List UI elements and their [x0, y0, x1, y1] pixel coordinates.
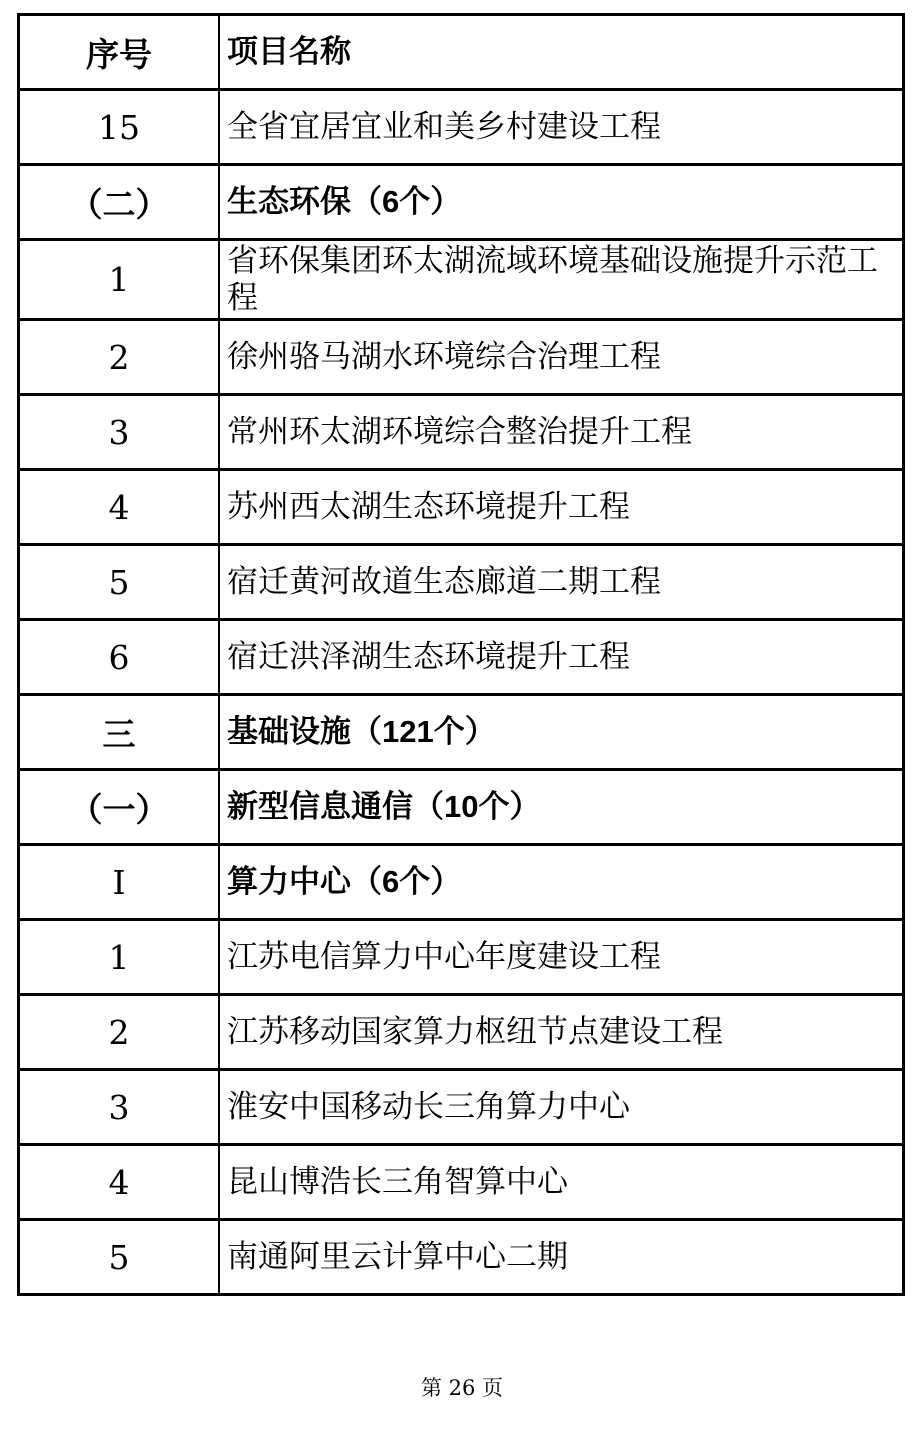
serial-number-cell: 5 [19, 1220, 220, 1295]
table-row [19, 845, 904, 920]
serial-number-cell: 1 [19, 240, 220, 320]
serial-number-cell: 15 [19, 90, 220, 165]
project-name-cell: 淮安中国移动长三角算力中心 [219, 1070, 904, 1145]
project-name-cell: 算力中心（6个） [219, 845, 904, 920]
table-row [19, 470, 904, 545]
serial-number-cell: I [19, 845, 220, 920]
table-row [19, 90, 904, 165]
project-name-cell: 省环保集团环太湖流域环境基础设施提升示范工程 [219, 240, 904, 320]
project-name-cell: 宿迁黄河故道生态廊道二期工程 [219, 545, 904, 620]
table-body [19, 90, 904, 1295]
project-name-cell: 基础设施（121个） [219, 695, 904, 770]
column-header-project-name: 项目名称 [219, 15, 904, 90]
project-name-cell: 昆山博浩长三角智算中心 [219, 1145, 904, 1220]
table-row [19, 620, 904, 695]
table-row [19, 240, 904, 320]
project-name-cell: 南通阿里云计算中心二期 [219, 1220, 904, 1295]
serial-number-cell: 1 [19, 920, 220, 995]
table-row [19, 920, 904, 995]
serial-number-cell: 5 [19, 545, 220, 620]
project-name-cell: 徐州骆马湖水环境综合治理工程 [219, 320, 904, 395]
table-row [19, 1070, 904, 1145]
serial-number-cell: （一） [19, 770, 220, 845]
table-row [19, 1145, 904, 1220]
table-row [19, 395, 904, 470]
project-name-cell: 江苏移动国家算力枢纽节点建设工程 [219, 995, 904, 1070]
serial-number-cell: 4 [19, 470, 220, 545]
project-name-cell: 苏州西太湖生态环境提升工程 [219, 470, 904, 545]
project-table [17, 13, 905, 1296]
serial-number-cell: 三 [19, 695, 220, 770]
table-header [19, 15, 904, 90]
project-name-cell: 生态环保（6个） [219, 165, 904, 240]
table-row [19, 695, 904, 770]
table-row [19, 1220, 904, 1295]
serial-number-cell: 2 [19, 995, 220, 1070]
project-name-cell: 宿迁洪泽湖生态环境提升工程 [219, 620, 904, 695]
table-row [19, 320, 904, 395]
serial-number-cell: 6 [19, 620, 220, 695]
project-name-cell: 新型信息通信（10个） [219, 770, 904, 845]
serial-number-cell: （二） [19, 165, 220, 240]
serial-number-cell: 3 [19, 1070, 220, 1145]
serial-number-cell: 4 [19, 1145, 220, 1220]
project-name-cell: 全省宜居宜业和美乡村建设工程 [219, 90, 904, 165]
table-row [19, 545, 904, 620]
project-name-cell: 常州环太湖环境综合整治提升工程 [219, 395, 904, 470]
page-number: 第 26 页 [420, 1376, 504, 1400]
serial-number-cell: 3 [19, 395, 220, 470]
serial-number-cell: 2 [19, 320, 220, 395]
header-row [19, 15, 904, 90]
project-name-cell: 江苏电信算力中心年度建设工程 [219, 920, 904, 995]
column-header-serial-number: 序号 [19, 15, 220, 90]
table-row [19, 165, 904, 240]
table-row [19, 770, 904, 845]
table-row [19, 995, 904, 1070]
